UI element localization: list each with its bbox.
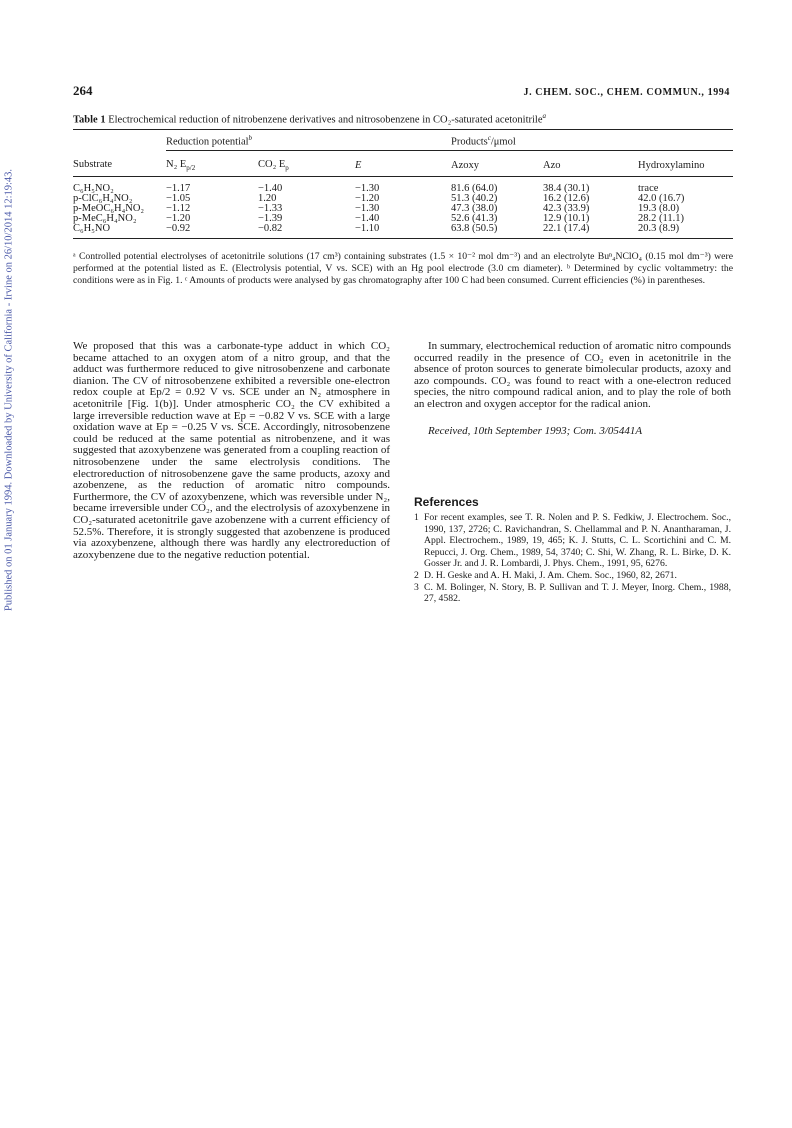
table-row — [73, 176, 733, 194]
cell-hydroxylamino: 19.3 (8.0) — [638, 202, 680, 214]
body-paragraph: We proposed that this was a carbonate-type adduct in which CO₂ became attached to an oxygen atom of a nitro group, and that the adduct was furthermore reduced to give nitrosobenzene and carbonate dianion. The CV of nitrosobenzene exhibited a reversible one-electron redox couple at Ep/2 = 0.92 V vs. SCE under an N₂ atmosphere in acetonitrile [Fig. 1(b)]. Under atmospheric CO₂ the CV exhibited a large irreversible reduction wave at Ep = −0.82 V vs. SCE with a large oxidation wave at Ep = −0.25 V vs. SCE. Accordingly, nitrosobenzene could be reduced at the same potential as nitrobenzene, and it was suggested that azoxybenzene was generated from a coupling reaction of nitrosobenzene under the same electrolysis conditions. The electroreduction of nitrosobenzene gave the same products, azoxy and azobenzene, as the reduction of aromatic nitro compounds. Furthermore, the CV of azoxybenzene, which was reversible under N₂, became irreversible under CO₂, and the electrolysis of azoxybenzene in CO₂-saturated acetonitrile gave azobenzene with a current efficiency of 52.5%. Therefore, it is strongly suggested that azobenzene is produced via azoxybenzene, although there was hardly any electroreduction of azoxybenzene due to the negative reduction potential. — [73, 340, 390, 561]
reference-number: 2 — [414, 569, 419, 581]
summary-paragraph: In summary, electrochemical reduction of aromatic nitro compounds occurred readily in the presence of CO₂ even in acetonitrile in the absence of proton sources to generate bimolecular products, azoxy and azo compounds. CO₂ was found to react with a one-electron reduced species, the nitro compound radical anion, and to play the role of both an electron and oxygen acceptor for the radical anion. — [414, 340, 731, 410]
reference-number: 3 — [414, 581, 419, 593]
cell-azo: 42.3 (33.9) — [543, 202, 590, 214]
reference-item — [414, 512, 731, 570]
reference-number: 1 — [414, 512, 419, 523]
col-header-e: E — [355, 150, 451, 176]
cell-n2: −0.92 — [166, 224, 258, 239]
table-row — [73, 224, 733, 239]
cell-substrate: C₆H₅NO — [73, 224, 166, 239]
cell-co2: −1.40 — [258, 182, 283, 194]
col-header-co2-ep: CO₂ $E_p$ — [258, 150, 355, 176]
products-group — [451, 130, 733, 151]
cell-co2: −1.39 — [258, 212, 283, 224]
col-header-azo: Azo — [543, 150, 638, 176]
reduction-potential-group — [166, 130, 451, 151]
table-caption-mark: a — [542, 112, 546, 120]
reference-text: C. M. Bolinger, N. Story, B. P. Sullivan and T. J. Meyer, Inorg. Chem., 1988, 27, 4582. — [424, 581, 731, 605]
results-table — [73, 129, 733, 239]
reduction-potential-label: Reduction potential — [166, 136, 249, 148]
table-caption — [73, 112, 733, 126]
reference-text: For recent examples, see T. R. Nolen and P. S. Fedkiw, J. Electrochem. Soc., 1990, 137, 2726; C. Ravichandran, S. Chellammal and P. N. Anantharaman, J. Appl. Electrochem., 1989, 19, 465; K. J. Stutts, C. L. Scortichini and C. M. Repucci, J. Org. Chem., 1989, 54, 3740; C. Shi, W. Zhang, R. L. Birke, D. K. Gosser Jr. and J. R. Lombardi, J. Phys. Chem., 1991, 95, 6276. — [424, 512, 731, 570]
cell-azo: 38.4 (30.1) — [543, 182, 590, 194]
table-group-header-row — [73, 130, 733, 151]
cell-azoxy: 81.6 (64.0) — [451, 182, 498, 194]
cell-substrate: p-MeOC₆H₄NO₂ — [73, 202, 145, 214]
cell-hydroxylamino: 28.2 (11.1) — [638, 212, 684, 224]
cell-n2: −1.17 — [166, 182, 191, 194]
col-header-hydroxylamino: Hydroxylamino — [638, 150, 733, 176]
cell-azo: 16.2 (12.6) — [543, 192, 590, 204]
products-label: Products — [451, 136, 488, 148]
body-column-left — [73, 341, 390, 561]
download-watermark-text: Published on 01 January 1994. Downloaded by University of California - Irvine on 26/10/2014 12:19:43. — [3, 168, 15, 612]
reference-item — [414, 582, 731, 605]
products-mark: c — [487, 134, 491, 142]
cell-substrate: C₆H₅NO₂ — [73, 182, 114, 194]
download-watermark — [2, 90, 16, 690]
cell-azo: 12.9 (10.1) — [543, 212, 590, 224]
results-table-container — [73, 129, 733, 239]
references-heading: References — [414, 495, 479, 509]
cell-azoxy: 52.6 (41.3) — [451, 212, 498, 224]
col-header-n2-ep2: N₂ $E_{p/2}$ — [166, 150, 258, 176]
body-column-right — [414, 341, 731, 437]
received-date: Received, 10th September 1993; Com. 3/05441A — [428, 424, 643, 437]
cell-azoxy: 51.3 (40.2) — [451, 192, 498, 204]
cell-e: −1.10 — [355, 224, 451, 239]
col-header-substrate: Substrate — [73, 150, 166, 176]
cell-n2: −1.12 — [166, 202, 191, 214]
cell-e: −1.20 — [355, 192, 380, 204]
journal-running-head: J. CHEM. SOC., CHEM. COMMUN., 1994 — [523, 87, 730, 98]
cell-azo: 22.1 (17.4) — [543, 224, 638, 239]
cell-co2: −0.82 — [258, 224, 355, 239]
products-unit: /μmol — [490, 136, 516, 148]
reference-list — [414, 512, 731, 605]
page-number: 264 — [73, 83, 93, 98]
cell-hydroxylamino: 42.0 (16.7) — [638, 192, 685, 204]
reference-item — [414, 570, 731, 582]
cell-n2: −1.05 — [166, 192, 191, 204]
cell-hydroxylamino: trace — [638, 182, 659, 194]
cell-azoxy: 47.3 (38.0) — [451, 202, 498, 214]
cell-co2: −1.33 — [258, 202, 283, 214]
cell-e: −1.30 — [355, 182, 380, 194]
reference-text: D. H. Geske and A. H. Maki, J. Am. Chem. Soc., 1960, 82, 2671. — [424, 569, 677, 581]
cell-azoxy: 63.8 (50.5) — [451, 224, 543, 239]
col-header-azoxy: Azoxy — [451, 150, 543, 176]
cell-e: −1.40 — [355, 212, 380, 224]
cell-e: −1.30 — [355, 202, 380, 214]
cell-co2: 1.20 — [258, 192, 277, 204]
reduction-potential-mark: b — [248, 134, 253, 142]
table-footnotes: ᵃ Controlled potential electrolyses of acetonitrile solutions (17 cm³) containing substrates (1.5 × 10⁻² mol dm⁻³) and an electrolyte Buⁿ₄NClO₄ (0.15 mol dm⁻³) were performed at the potential listed as E. (Electrolysis potential, V vs. SCE) with an Hg pool electrode (3.0 cm diameter). ᵇ Determined by cyclic voltammetry: the conditions were as in Fig. 1. ᶜ Amounts of products were analysed by gas chromatography after 100 C had been consumed. Current efficiencies (%) in parentheses. — [73, 251, 733, 287]
table-caption-text: Electrochemical reduction of nitrobenzene derivatives and nitrosobenzene in CO₂-saturated acetonitrile — [108, 114, 543, 126]
cell-n2: −1.20 — [166, 212, 191, 224]
cell-substrate: p-MeC₆H₄NO₂ — [73, 212, 137, 224]
table-label: Table 1 — [73, 114, 106, 126]
table-column-header-row — [73, 150, 733, 176]
cell-hydroxylamino: 20.3 (8.9) — [638, 224, 733, 239]
cell-substrate: p-ClC₆H₄NO₂ — [73, 192, 133, 204]
